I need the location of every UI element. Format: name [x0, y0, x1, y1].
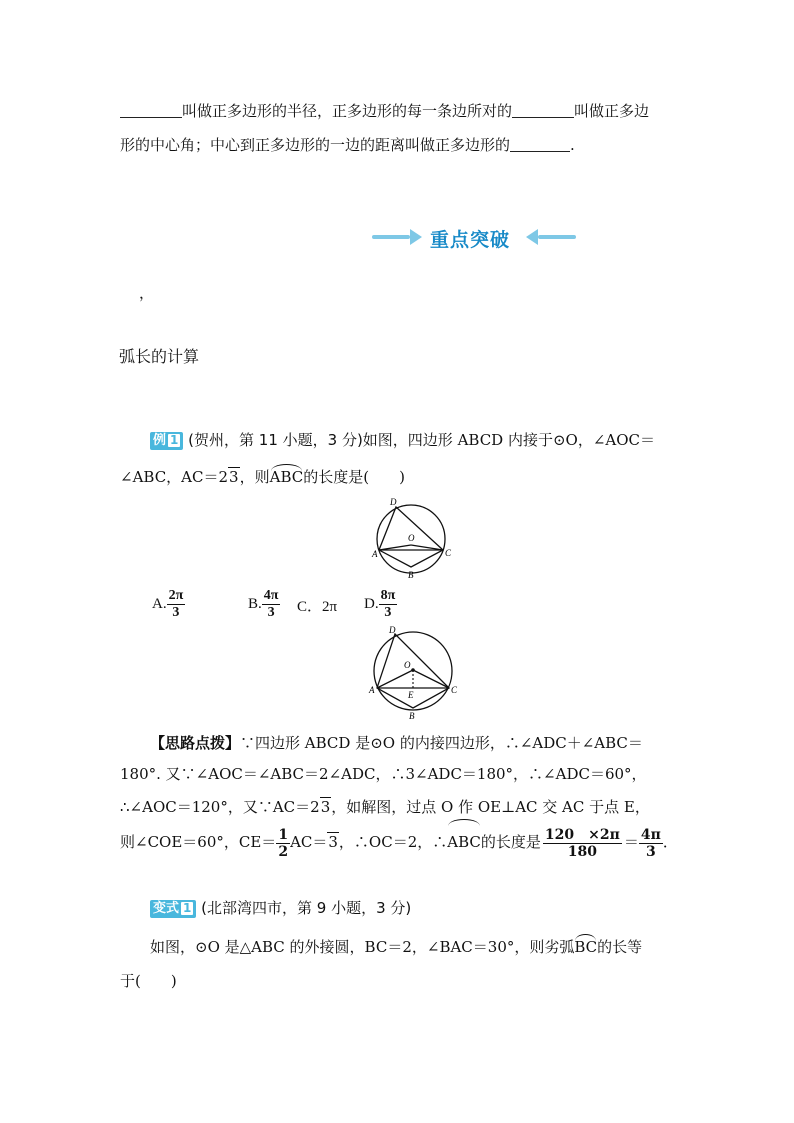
arrow-left-icon [526, 229, 538, 245]
example-line-1 [150, 430, 655, 450]
arc-abc: ABC [269, 468, 304, 486]
variant-text-1b: 的长等 [597, 938, 643, 956]
fraction-arc-length: $\frac{120 \times 2\pi}{180}$ [544, 826, 620, 860]
label-e-2: E [408, 690, 414, 700]
variant-text-1a: 如图，⊙O 是△ABC 的外接圆，BC＝2，∠BAC＝30°，则劣弧 [150, 938, 575, 956]
analysis-sqrt-3b: 3 [328, 833, 338, 851]
analysis-end: ． [662, 833, 678, 851]
intro-line-2 [120, 135, 575, 155]
analysis-text-3b: ，如解图，过点 O 作 OE⊥AC 交 AC 于点 E， [331, 798, 650, 816]
example-q2a: ∠ABC，AC＝2 [120, 468, 229, 486]
example-q2c: 的长度是( ) [303, 468, 405, 486]
banner-title: 重点突破 [430, 229, 511, 251]
option-d[interactable]: D. $\frac{8\pi}{3}$ [364, 588, 396, 620]
example-source: (贺州，第 11 小题，3 分) [188, 431, 363, 449]
section-title: 弧长的计算 [119, 347, 200, 366]
figure-1 [370, 495, 460, 581]
analysis-text-4b: AC＝ [290, 833, 328, 851]
variant-line-0 [150, 898, 411, 918]
example-tag: 例 1 [150, 432, 183, 450]
analysis-equals: ＝ [623, 833, 639, 851]
analysis-text-4d: 的长度是 [480, 833, 541, 851]
variant-line-2 [120, 971, 177, 991]
intro-text-1b: 叫做正多边 [574, 102, 650, 120]
analysis-heading: 【思路点拨】 [150, 734, 241, 752]
label-a-2: A [369, 685, 375, 695]
analysis-text-3a: ∴∠AOC＝120°，又∵AC＝2 [120, 798, 320, 816]
analysis-text-4a: 则∠COE＝60°，CE＝ [120, 833, 277, 851]
variant-text-2: 于( ) [120, 972, 177, 990]
intro-text-2-end: . [570, 136, 575, 154]
label-c: C [445, 548, 452, 558]
intro-text-1a: 叫做正多边形的半径，正多边形的每一条边所对的 [182, 102, 513, 120]
label-b: B [408, 570, 414, 580]
intro-text-2a: 形的中心角；中心到正多边形的一边的距离叫做正多边形的 [120, 136, 511, 154]
label-d-2: D [389, 625, 396, 635]
label-b-2: B [409, 711, 415, 721]
variant-tag: 变式 1 [150, 900, 196, 918]
figure-2 [367, 624, 463, 724]
analysis-arc-abc: ABC [447, 822, 481, 862]
arrow-right-icon [410, 229, 422, 245]
label-o: O [408, 533, 415, 543]
fraction-half: $\frac{1}{2}$ [278, 826, 289, 860]
blank-1[interactable] [120, 103, 182, 118]
analysis-sqrt-3a: 3 [320, 798, 331, 816]
section-banner [372, 224, 576, 252]
analysis-text-4c: ，∴OC＝2，∴ [338, 833, 448, 851]
banner-right-bar [538, 235, 576, 239]
analysis-text-2: 180°. 又∵∠AOC＝∠ABC＝2∠ADC，∴3∠ADC＝180°，∴∠ADC＝60°， [120, 765, 647, 783]
option-a[interactable]: A. $\frac{2\pi}{3}$ [152, 588, 184, 620]
option-c[interactable]: C．2π [297, 599, 338, 615]
option-b[interactable]: B. $\frac{4\pi}{3}$ [248, 588, 279, 620]
label-o-2: O [404, 660, 411, 670]
label-d: D [390, 497, 397, 507]
banner-left-bar [372, 235, 410, 239]
label-a: A [372, 549, 378, 559]
analysis-line-3 [120, 797, 650, 817]
example-q2b: ，则 [239, 468, 270, 486]
analysis-line-2 [120, 764, 647, 784]
analysis-text-1: ∵四边形 ABCD 是⊙O 的内接四边形，∴∠ADC＋∠ABC＝ [240, 734, 643, 752]
example-line-2 [120, 467, 405, 487]
label-c-2: C [451, 685, 458, 695]
stray-comma: ， [139, 284, 155, 302]
analysis-line-1 [150, 733, 643, 753]
variant-arc-bc: BC [574, 938, 598, 956]
blank-2[interactable] [512, 103, 574, 118]
analysis-line-4 [120, 822, 678, 862]
intro-line-1 [120, 101, 649, 121]
variant-line-1 [150, 937, 642, 957]
blank-3[interactable] [510, 137, 570, 152]
example-question-1: 如图，四边形 ABCD 内接于⊙O，∠AOC＝ [362, 431, 656, 449]
fraction-result: $\frac{4\pi}{3}$ [640, 826, 661, 860]
variant-source: (北部湾四市，第 9 小题，3 分) [201, 899, 412, 917]
sqrt-3: 3 [229, 468, 239, 486]
